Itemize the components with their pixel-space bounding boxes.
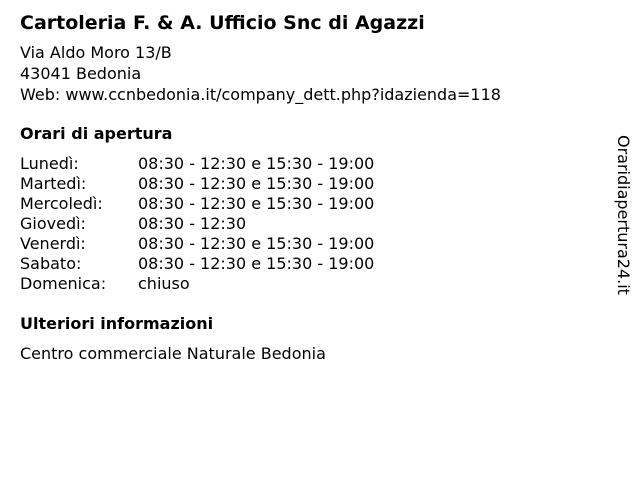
- hours-row-saturday: [20, 254, 440, 274]
- hours-row-friday: [20, 234, 440, 254]
- website-link[interactable]: Web: www.ccnbedonia.it/company_dett.php?idazienda=118: [20, 85, 501, 104]
- hours-row-tuesday: [20, 174, 440, 194]
- address-street: Via Aldo Moro 13/B: [20, 43, 172, 62]
- brand-watermark: [609, 135, 639, 310]
- hours-day-label: Giovedì:: [20, 214, 86, 233]
- hours-day-label: Sabato:: [20, 254, 82, 273]
- hours-row-wednesday: [20, 194, 440, 214]
- hours-day-label: Venerdì:: [20, 234, 86, 253]
- hours-row-thursday: [20, 214, 440, 234]
- hours-day-label: Lunedì:: [20, 154, 79, 173]
- hours-time-value: chiuso: [138, 274, 190, 293]
- hours-time-value: 08:30 - 12:30 e 15:30 - 19:00: [138, 254, 375, 273]
- address-city: 43041 Bedonia: [20, 64, 142, 83]
- hours-time-value: 08:30 - 12:30 e 15:30 - 19:00: [138, 174, 375, 193]
- info-heading: Ulteriori informazioni: [20, 314, 214, 333]
- brand-watermark-text: Oraridiapertura24.it: [614, 135, 633, 295]
- info-description: Centro commerciale Naturale Bedonia: [20, 344, 326, 363]
- hours-heading: Orari di apertura: [20, 124, 173, 143]
- hours-day-label: Martedì:: [20, 174, 87, 193]
- hours-day-label: Mercoledì:: [20, 194, 103, 213]
- hours-time-value: 08:30 - 12:30 e 15:30 - 19:00: [138, 194, 375, 213]
- hours-row-sunday: [20, 274, 440, 294]
- hours-day-label: Domenica:: [20, 274, 107, 293]
- business-name: Cartoleria F. & A. Ufficio Snc di Agazzi: [20, 12, 425, 34]
- hours-time-value: 08:30 - 12:30 e 15:30 - 19:00: [138, 234, 375, 253]
- hours-row-monday: [20, 154, 440, 174]
- hours-time-value: 08:30 - 12:30: [138, 214, 247, 233]
- hours-time-value: 08:30 - 12:30 e 15:30 - 19:00: [138, 154, 375, 173]
